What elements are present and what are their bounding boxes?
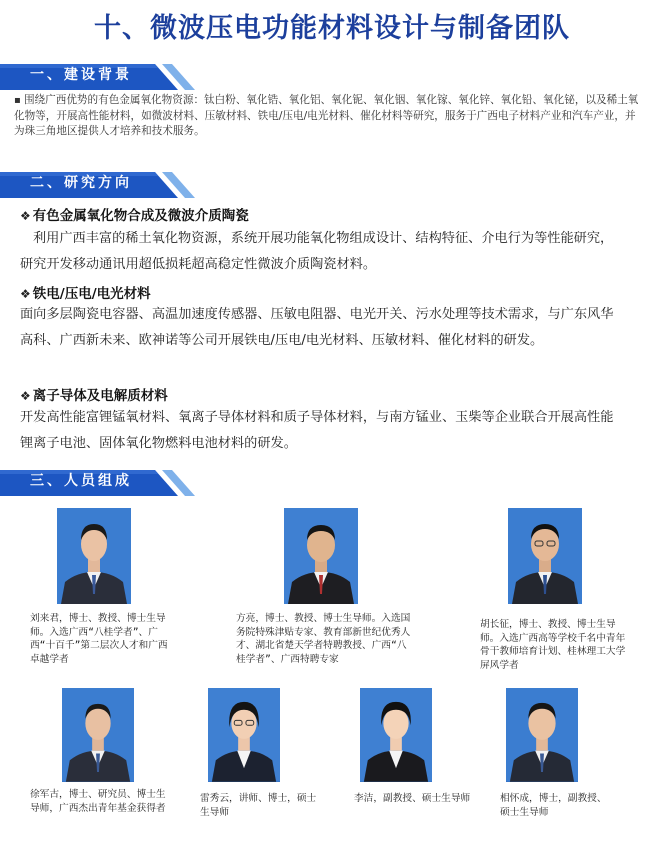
section-banner-background bbox=[0, 60, 200, 94]
portrait-icon bbox=[360, 688, 432, 782]
portrait-icon bbox=[62, 688, 134, 782]
member-photo bbox=[506, 688, 578, 782]
section-banner-research bbox=[0, 168, 200, 202]
member-caption: 方亮，博士、教授、博士生导师。入选国务院特殊津贴专家、教育部新世纪优秀人才、湖北省楚天学者特聘教授、广西“八桂学者”、广西特聘专家 bbox=[236, 613, 411, 665]
member-photo bbox=[57, 508, 131, 604]
member-photo bbox=[508, 508, 582, 604]
member-photo bbox=[360, 688, 432, 782]
portrait-icon bbox=[506, 688, 578, 782]
member-caption: 胡长征，博士、教授、博士生导师。入选广西高等学校千名中青年骨干教师培育计划、桂林理工大学屏风学者 bbox=[480, 619, 626, 671]
portrait-icon bbox=[208, 688, 280, 782]
section-title-research: 二、研究方向 bbox=[30, 175, 132, 191]
member-caption: 相怀成，博士，副教授、硕士生导师 bbox=[500, 793, 607, 818]
section-title-background: 一、建设背景 bbox=[30, 67, 132, 83]
research-heading-3 bbox=[20, 384, 168, 404]
diamond-bullet-icon: ❖ bbox=[20, 209, 31, 223]
member-photo bbox=[284, 508, 358, 604]
portrait-icon bbox=[284, 508, 358, 604]
member-caption: 李洁，副教授、硕士生导师 bbox=[354, 793, 471, 804]
member-caption: 雷秀云，讲师、博士，硕士生导师 bbox=[200, 793, 317, 818]
portrait-icon bbox=[57, 508, 131, 604]
portrait-icon bbox=[508, 508, 582, 604]
member-caption: 刘来君，博士、教授、博士生导师。入选广西“八桂学者”、广西“十百千”第二层次人才和广西卓越学者 bbox=[30, 613, 168, 665]
research-heading-text: 铁电/压电/电光材料 bbox=[32, 286, 151, 302]
section-banner-members bbox=[0, 466, 200, 500]
background-paragraph bbox=[14, 93, 644, 140]
research-text-2: 面向多层陶瓷电容器、高温加速度传感器、压敏电阻器、电光开关、污水处理等技术需求，与广东风华高科、广西新未来、欧神诺等公司开展铁电/压电/电光材料、压敏材料、催化材料的研发。 bbox=[20, 307, 614, 348]
page-title: 十、微波压电功能材料设计与制备团队 bbox=[94, 13, 570, 44]
research-heading-text: 有色金属氧化物合成及微波介质陶瓷 bbox=[32, 208, 249, 224]
research-text-3: 开发高性能富锂锰氧材料、氧离子导体材料和质子导体材料，与南方锰业、玉柴等企业联合开展高性能锂离子电池、固体氧化物燃料电池材料的研发。 bbox=[20, 410, 614, 451]
member-caption: 徐军古，博士、研究员、博士生导师，广西杰出青年基金获得者 bbox=[30, 789, 166, 814]
research-text-1: 利用广西丰富的稀土氧化物资源，系统开展功能氧化物组成设计、结构特征、介电行为等性能研究，研究开发移动通讯用超低损耗超高稳定性微波介质陶瓷材料。 bbox=[20, 231, 614, 272]
bullet-icon: ▪ bbox=[14, 95, 24, 106]
diamond-bullet-icon: ❖ bbox=[20, 389, 31, 403]
background-text: 围绕广西优势的有色金属氧化物资源：钛白粉、氧化锆、氧化铝、氧化铌、氧化铟、氧化镓、氧化锌、氧化铅、氧化铋，以及稀土氧化物等，开展高性能材料，如微波材料、压敏材料、铁电/压电/电光材料、催化材料等研究，服务于广西电子材料产业和汽车产业，并为珠三角地区提供人才培养和技术服务。 bbox=[14, 94, 639, 137]
research-heading-1 bbox=[20, 204, 249, 224]
member-photo bbox=[208, 688, 280, 782]
diamond-bullet-icon: ❖ bbox=[20, 287, 31, 301]
section-title-members: 三、人员组成 bbox=[30, 473, 132, 489]
research-heading-text: 离子导体及电解质材料 bbox=[32, 388, 168, 404]
member-photo bbox=[62, 688, 134, 782]
research-heading-2 bbox=[20, 282, 151, 302]
